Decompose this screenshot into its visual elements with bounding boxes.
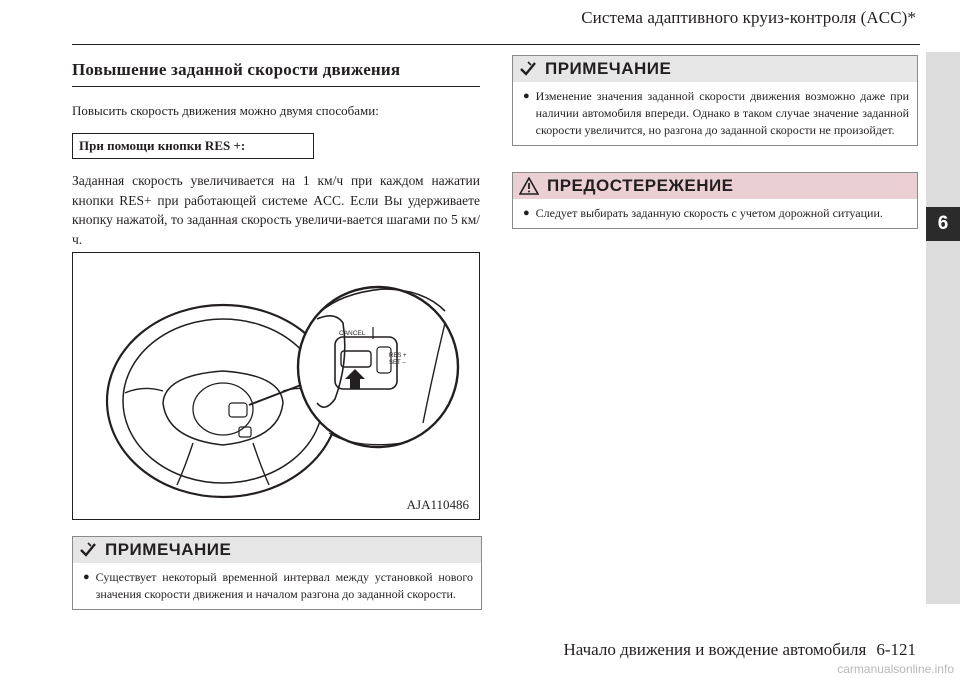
- figure-code: AJA110486: [406, 497, 469, 512]
- note-box-right: [512, 55, 918, 146]
- left-column: [72, 52, 480, 249]
- section-heading: Повышение заданной скорости движения: [72, 60, 480, 87]
- header-rule: [72, 44, 920, 45]
- warning-triangle-icon: [519, 177, 539, 195]
- watermark: carmanualsonline.info: [837, 662, 954, 676]
- set-label: SET –: [389, 360, 406, 366]
- note-title: ПРИМЕЧАНИЕ: [545, 59, 672, 78]
- res-label: RES +: [389, 353, 407, 359]
- caution-box: [512, 172, 918, 229]
- caution-bullet: ● Следует выбирать заданную скорость с учетом дорожной ситуации.: [523, 206, 883, 220]
- caution-title: ПРЕДОСТЕРЕЖЕНИЕ: [547, 176, 734, 195]
- chapter-badge: 6: [926, 207, 960, 241]
- page-number: 6-121: [876, 640, 916, 659]
- note-bullet: ● Изменение значения заданной скорости движения возможно даже при наличии автомобиля впереди. Однако в таком случае значение заданной скорости увеличится, но разгона до заданной скорости не произойдет.: [523, 89, 909, 137]
- side-tab: [926, 52, 960, 604]
- footer-section: Начало движения и вождение автомобиля: [563, 640, 867, 659]
- note-bullet: ● Существует некоторый временной интервал между установкой нового значения скорости движения и началом разгона до заданной скорости.: [83, 570, 473, 601]
- caution-text: Следует выбирать заданную скорость с учетом дорожной ситуации.: [535, 206, 883, 220]
- note-header: [513, 56, 917, 82]
- steering-wheel-figure: [72, 252, 480, 520]
- method-body-text: Заданная скорость увеличивается на 1 км/ч при каждом нажатии кнопки RES+ при работающей системе ACC. Если Вы удерживаете кнопку нажатой, то заданная скорость увеличи-вается шагами по 5 км/ч.: [72, 173, 480, 247]
- cancel-label: CANCEL: [339, 330, 366, 337]
- caution-header: [513, 173, 917, 199]
- note-text: Изменение значения заданной скорости движения возможно даже при наличии автомобиля впереди. Однако в таком случае значение заданной скорости увеличится, но разгона до заданной скорости не произойдет.: [535, 89, 909, 137]
- note-box-left: [72, 536, 482, 610]
- steering-wheel-illustration: [73, 253, 479, 519]
- note-body: [513, 82, 917, 145]
- page-header-title: Система адаптивного круиз-контроля (ACC)*: [581, 8, 916, 27]
- note-body: [73, 563, 481, 609]
- pencil-icon: [79, 541, 97, 559]
- note-header: [73, 537, 481, 563]
- method-label-box: При помощи кнопки RES +:: [72, 133, 314, 159]
- pencil-icon: [519, 60, 537, 78]
- caution-body: [513, 199, 917, 228]
- note-text: Существует некоторый временной интервал между установкой нового значения скорости движения и началом разгона до заданной скорости.: [95, 570, 473, 601]
- note-title: ПРИМЕЧАНИЕ: [105, 540, 232, 559]
- intro-text: Повысить скорость движения можно двумя способами:: [72, 103, 379, 118]
- page-footer: [563, 640, 916, 660]
